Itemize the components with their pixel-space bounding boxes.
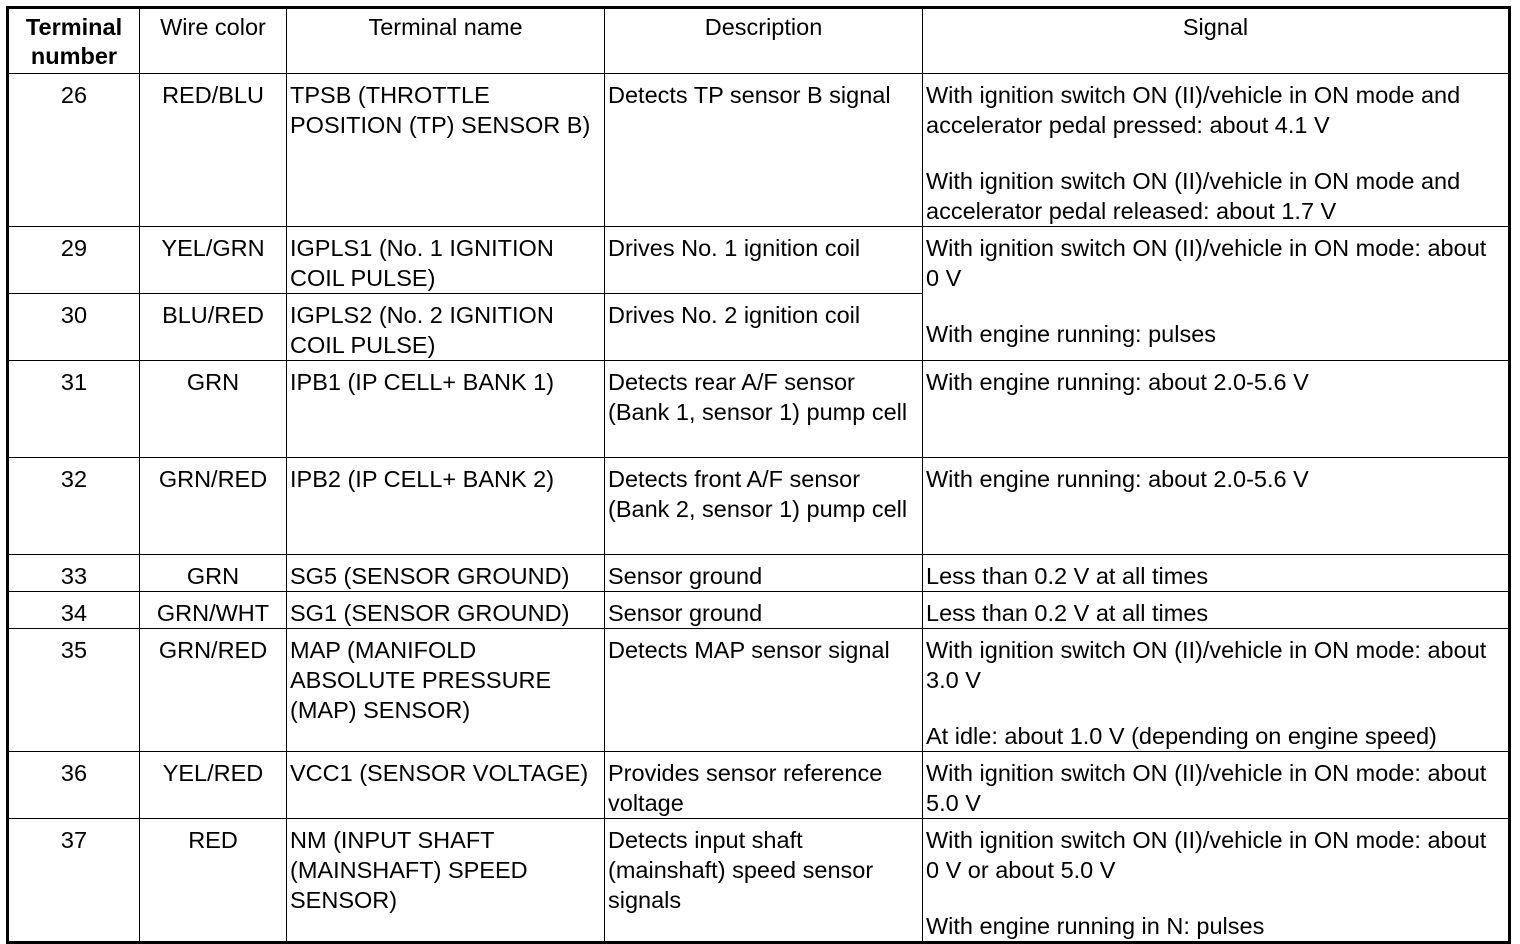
- table-row: [8, 629, 1510, 752]
- signal-text: With ignition switch ON (II)/vehicle in ON mode: about 5.0 V: [926, 760, 1487, 816]
- table-row: [8, 361, 1510, 458]
- wire-color: GRN/RED: [140, 458, 287, 555]
- terminal-description: Detects TP sensor B signal: [605, 74, 923, 227]
- wire-color: RED/BLU: [140, 74, 287, 227]
- terminal-number: 29: [8, 227, 140, 294]
- header-signal: Signal: [923, 8, 1510, 74]
- table-row: [8, 458, 1510, 555]
- terminal-number: 33: [8, 555, 140, 592]
- signal-text: With ignition switch ON (II)/vehicle in ON mode: about 0 V: [926, 235, 1487, 291]
- table-row: [8, 819, 1510, 943]
- terminal-description: Sensor ground: [605, 592, 923, 629]
- terminal-number: 35: [8, 629, 140, 752]
- signal-text: With ignition switch ON (II)/vehicle in ON mode and accelerator pedal pressed: about 4.1 V: [926, 82, 1461, 138]
- terminal-description: Sensor ground: [605, 555, 923, 592]
- wire-color: YEL/RED: [140, 752, 287, 819]
- signal-cell: [923, 592, 1510, 629]
- terminal-description: Detects front A/F sensor (Bank 2, sensor 1) pump cell: [605, 458, 923, 555]
- header-terminal-number: Terminal number: [8, 8, 140, 74]
- wire-color: GRN/WHT: [140, 592, 287, 629]
- signal-cell: [923, 819, 1510, 943]
- table-row: [8, 74, 1510, 227]
- header-row: [8, 8, 1510, 74]
- wire-color: GRN: [140, 555, 287, 592]
- signal-text: With engine running in N: pulses: [926, 913, 1265, 939]
- terminal-number: 30: [8, 294, 140, 361]
- terminal-description: Drives No. 1 ignition coil: [605, 227, 923, 294]
- terminal-name: MAP (MANIFOLD ABSOLUTE PRESSURE (MAP) SENSOR): [287, 629, 605, 752]
- signal-text: With ignition switch ON (II)/vehicle in ON mode and accelerator pedal released: about 1.7 V: [926, 168, 1461, 224]
- terminal-table: [6, 6, 1511, 944]
- signal-cell: [923, 458, 1510, 555]
- wire-color: RED: [140, 819, 287, 943]
- terminal-name: IPB2 (IP CELL+ BANK 2): [287, 458, 605, 555]
- signal-text: With engine running: pulses: [926, 321, 1217, 347]
- terminal-name: VCC1 (SENSOR VOLTAGE): [287, 752, 605, 819]
- header-description: Description: [605, 8, 923, 74]
- terminal-name: IPB1 (IP CELL+ BANK 1): [287, 361, 605, 458]
- table-row: [8, 555, 1510, 592]
- signal-text: With ignition switch ON (II)/vehicle in ON mode: about 3.0 V: [926, 637, 1487, 693]
- wire-color: BLU/RED: [140, 294, 287, 361]
- terminal-name: IGPLS2 (No. 2 IGNITION COIL PULSE): [287, 294, 605, 361]
- terminal-description: Provides sensor reference voltage: [605, 752, 923, 819]
- wire-color: GRN: [140, 361, 287, 458]
- signal-text: With engine running: about 2.0-5.6 V: [926, 369, 1309, 395]
- terminal-name: NM (INPUT SHAFT (MAINSHAFT) SPEED SENSOR): [287, 819, 605, 943]
- terminal-description: Drives No. 2 ignition coil: [605, 294, 923, 361]
- wire-color: GRN/RED: [140, 629, 287, 752]
- signal-cell: [923, 74, 1510, 227]
- header-wire-color: Wire color: [140, 8, 287, 74]
- signal-cell: [923, 629, 1510, 752]
- terminal-number: 32: [8, 458, 140, 555]
- terminal-description: Detects input shaft (mainshaft) speed sensor signals: [605, 819, 923, 943]
- terminal-number: 36: [8, 752, 140, 819]
- wire-color: YEL/GRN: [140, 227, 287, 294]
- terminal-number: 37: [8, 819, 140, 943]
- signal-text: Less than 0.2 V at all times: [926, 563, 1209, 589]
- signal-text: Less than 0.2 V at all times: [926, 600, 1209, 626]
- table-row: [8, 592, 1510, 629]
- terminal-name: SG1 (SENSOR GROUND): [287, 592, 605, 629]
- table-row: [8, 752, 1510, 819]
- signal-cell: [923, 752, 1510, 819]
- signal-cell: [923, 555, 1510, 592]
- signal-cell: [923, 361, 1510, 458]
- signal-text: With ignition switch ON (II)/vehicle in ON mode: about 0 V or about 5.0 V: [926, 827, 1487, 883]
- signal-cell: [923, 227, 1510, 361]
- table-row: [8, 227, 1510, 294]
- header-terminal-name: Terminal name: [287, 8, 605, 74]
- terminal-number: 31: [8, 361, 140, 458]
- terminal-number: 34: [8, 592, 140, 629]
- terminal-description: Detects MAP sensor signal: [605, 629, 923, 752]
- terminal-number: 26: [8, 74, 140, 227]
- terminal-name: IGPLS1 (No. 1 IGNITION COIL PULSE): [287, 227, 605, 294]
- terminal-name: SG5 (SENSOR GROUND): [287, 555, 605, 592]
- signal-text: With engine running: about 2.0-5.6 V: [926, 466, 1309, 492]
- signal-text: At idle: about 1.0 V (depending on engine speed): [926, 723, 1437, 749]
- terminal-name: TPSB (THROTTLE POSITION (TP) SENSOR B): [287, 74, 605, 227]
- terminal-description: Detects rear A/F sensor (Bank 1, sensor 1) pump cell: [605, 361, 923, 458]
